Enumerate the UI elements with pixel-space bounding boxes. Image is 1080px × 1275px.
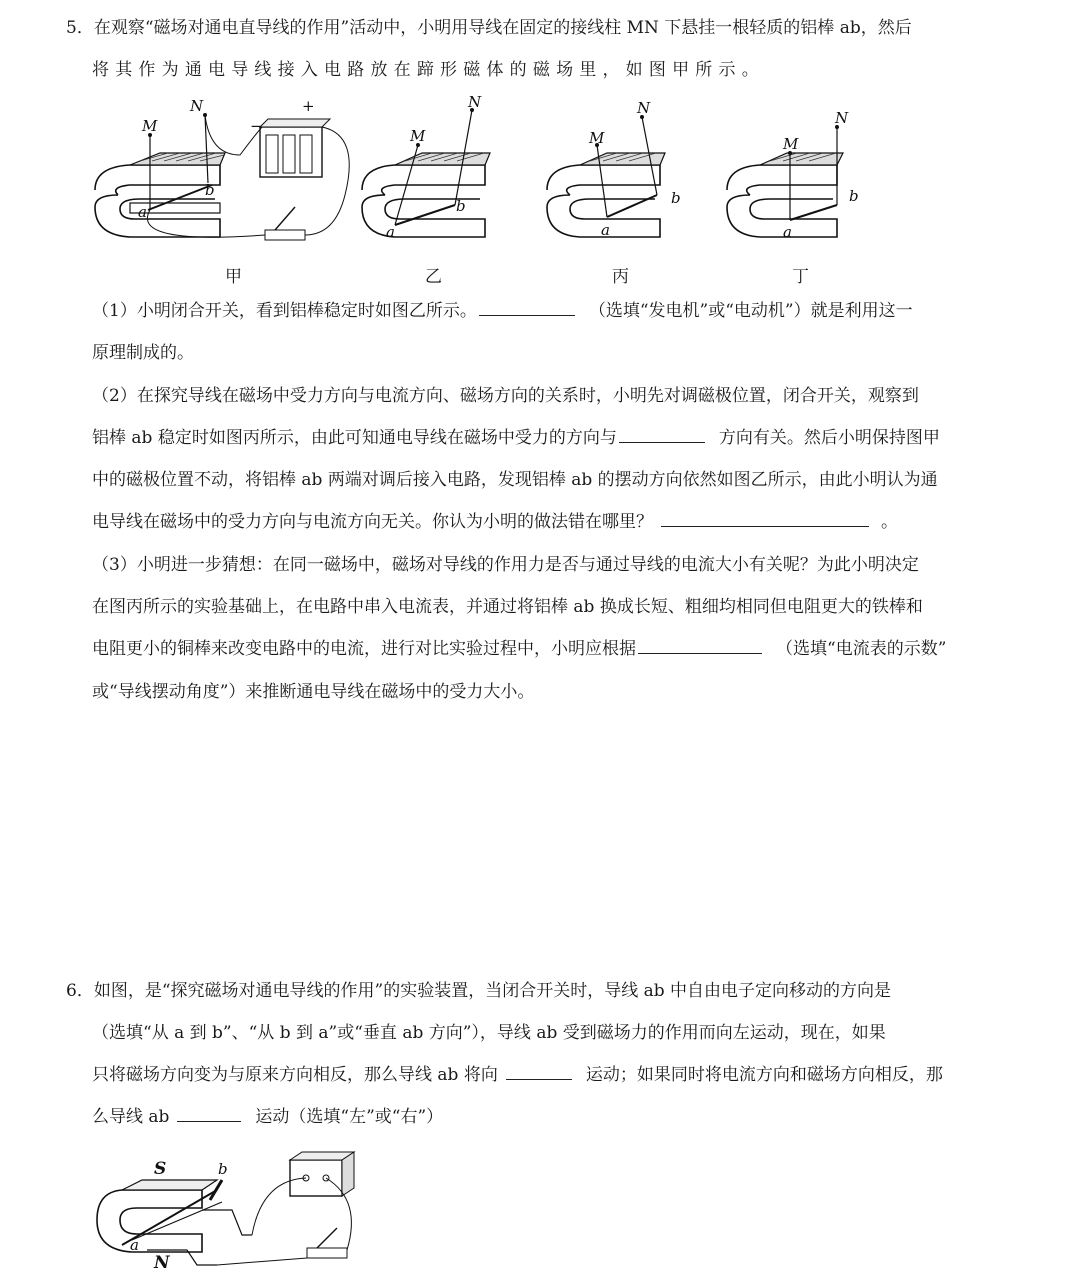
label-a: a bbox=[138, 203, 147, 221]
figure-label-jia: 甲 bbox=[225, 267, 242, 287]
q5-part2-line3: 中的磁极位置不动，将铝棒 ab 两端对调后接入电路，发现铝棒 ab 的摆动方向依然如图乙所示，由此小明认为通 bbox=[92, 470, 938, 490]
q5-part2-line1: （2）在探究导线在磁场中受力方向与电流方向、磁场方向的关系时，小明先对调磁极位置，闭合开关，观察到 bbox=[92, 386, 919, 406]
label-M: M bbox=[589, 129, 605, 147]
label-a: a bbox=[783, 223, 792, 241]
q6-line-1: 6．如图，是“探究磁场对通电导线的作用”的实验装置，当闭合开关时，导线 ab 中自由电子定向移动的方向是 bbox=[66, 981, 892, 1001]
label-a: a bbox=[386, 223, 395, 241]
answer-blank-2[interactable] bbox=[619, 426, 705, 443]
q5-part3-text-c1: 电阻更小的铜棒来改变电路中的电流，进行对比实验过程中，小明应根据 bbox=[92, 639, 636, 659]
answer-blank-1[interactable] bbox=[479, 299, 575, 316]
q5-part2-line2 bbox=[92, 426, 940, 450]
q6-text-4b: 运动（选填“左”或“右”） bbox=[255, 1107, 444, 1127]
label-b: b bbox=[456, 197, 466, 215]
label-M: M bbox=[142, 117, 158, 135]
q5-part3-text-c2: （选填“电流表的示数” bbox=[776, 639, 947, 659]
q5-part2-text-b2: 方向有关。然后小明保持图甲 bbox=[718, 428, 940, 448]
figure-yi bbox=[360, 95, 510, 255]
label-b: b bbox=[218, 1160, 228, 1178]
label-plus: + bbox=[302, 97, 315, 115]
label-minus: − bbox=[250, 117, 263, 135]
answer-blank-6[interactable] bbox=[177, 1105, 241, 1122]
answer-blank-5[interactable] bbox=[506, 1063, 572, 1080]
q5-part2-text-d2: 。 bbox=[881, 512, 898, 532]
q6-text-3b: 运动；如果同时将电流方向和磁场方向相反，那 bbox=[585, 1065, 943, 1085]
q5-part3-line4: 或“导线摆动角度”）来推断通电导线在磁场中的受力大小。 bbox=[92, 682, 535, 702]
figure-q6-apparatus bbox=[92, 1150, 372, 1270]
q5-line-2: 将 其 作 为 通 电 导 线 接 入 电 路 放 在 蹄 形 磁 体 的 磁 场 里 ， 如 图 甲 所 示 。 bbox=[92, 60, 760, 80]
label-a: a bbox=[130, 1236, 139, 1254]
label-N: N bbox=[190, 97, 204, 115]
q5-part3-line2: 在图丙所示的实验基础上，在电路中串入电流表，并通过将铝棒 ab 换成长短、粗细均相同但电阻更大的铁棒和 bbox=[92, 597, 923, 617]
label-N: N bbox=[154, 1253, 170, 1270]
label-N: N bbox=[835, 109, 849, 127]
answer-blank-3[interactable] bbox=[661, 510, 869, 527]
figure-label-bing: 丙 bbox=[612, 267, 629, 287]
figure-label-yi: 乙 bbox=[425, 267, 442, 287]
q6-line-4 bbox=[92, 1105, 443, 1129]
q6-line-3 bbox=[92, 1063, 943, 1087]
q5-part2-text-b1: 铝棒 ab 稳定时如图丙所示，由此可知通电导线在磁场中受力的方向与 bbox=[92, 428, 617, 448]
q5-part2-line4 bbox=[92, 510, 898, 534]
label-N: N bbox=[468, 95, 482, 111]
q5-part3-line1: （3）小明进一步猜想：在同一磁场中，磁场对导线的作用力是否与通过导线的电流大小有关呢？为此小明决定 bbox=[92, 555, 919, 575]
q5-part3-line3 bbox=[92, 637, 946, 661]
label-S: S bbox=[154, 1159, 167, 1179]
q6-line-2: （选填“从 a 到 b”、“从 b 到 a”或“垂直 ab 方向”），导线 ab 受到磁场力的作用而向左运动，现在，如果 bbox=[92, 1023, 886, 1043]
figure-jia bbox=[90, 95, 360, 255]
q5-part1-line1 bbox=[92, 299, 913, 323]
q6-text-4a: 么导线 ab bbox=[92, 1107, 170, 1127]
q5-part1-text-a: （1）小明闭合开关，看到铝棒稳定时如图乙所示。 bbox=[92, 301, 477, 321]
label-N: N bbox=[637, 99, 651, 117]
figure-bing bbox=[545, 95, 695, 255]
q5-part1-line2: 原理制成的。 bbox=[92, 343, 194, 363]
label-M: M bbox=[783, 135, 799, 153]
figure-ding bbox=[725, 95, 875, 255]
q5-line-1: 5．在观察“磁场对通电直导线的作用”活动中，小明用导线在固定的接线柱 MN 下悬挂一根轻质的铝棒 ab，然后 bbox=[66, 18, 912, 38]
label-a: a bbox=[601, 221, 610, 239]
figure-label-ding: 丁 bbox=[792, 267, 809, 287]
q5-part2-text-d1: 电导线在磁场中的受力方向与电流方向无关。你认为小明的做法错在哪里？ bbox=[92, 512, 653, 532]
q5-part1-text-b: （选填“发电机”或“电动机”）就是利用这一 bbox=[588, 301, 913, 321]
answer-blank-4[interactable] bbox=[638, 637, 762, 654]
label-b: b bbox=[205, 181, 215, 199]
label-b: b bbox=[849, 187, 859, 205]
q6-text-3a: 只将磁场方向变为与原来方向相反，那么导线 ab 将向 bbox=[92, 1065, 498, 1085]
label-b: b bbox=[671, 189, 681, 207]
label-M: M bbox=[410, 127, 426, 145]
